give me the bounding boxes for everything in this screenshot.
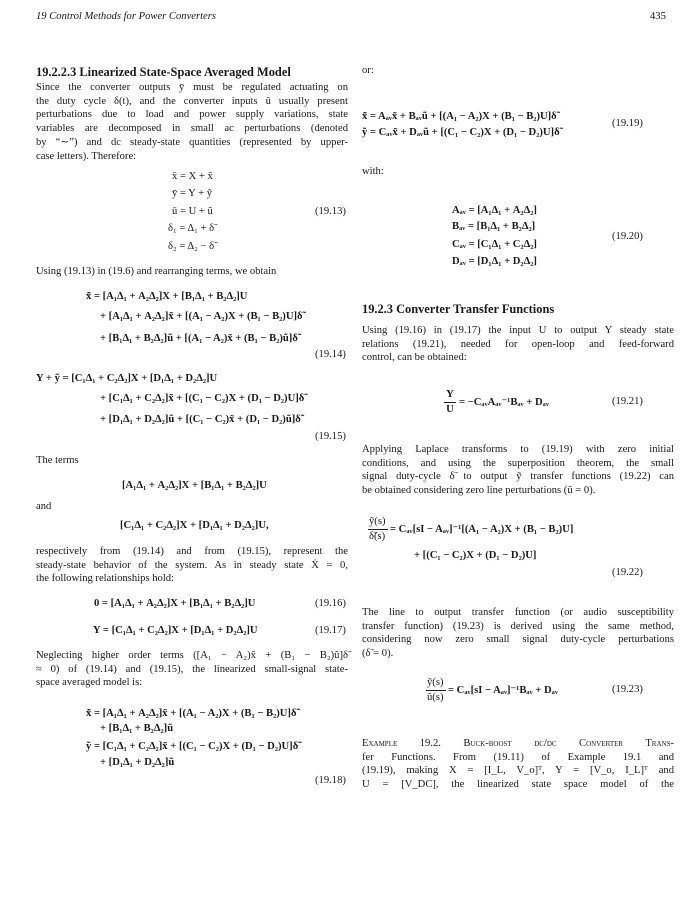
equation-line: δ₂ = Δ₂ − δ̃ <box>168 241 215 252</box>
equation-number: (19.17) <box>315 625 346 636</box>
equation-term: [C₁Δ₁ + C₂Δ₂]X + [D₁Δ₁ + D₂Δ₂]U, <box>120 520 269 531</box>
text-line: (19.19), making X = [I_L, V_o]ᵀ, Y = [V_o, I_L]ᵀ and <box>362 765 674 777</box>
text-line: ≈ 0) of (19.14) and (19.15), the linearized small-signal state- <box>36 663 348 675</box>
equation-number: (19.13) <box>315 206 346 217</box>
equation-line: x̃̇ = [A₁Δ₁ + A₂Δ₂]X + [B₁Δ₁ + B₂Δ₂]U <box>86 291 248 302</box>
intro-paragraph <box>36 81 348 163</box>
equation-line: + [(C₁ − C₂)X + (D₁ − D₂)U] <box>414 550 537 561</box>
equation-rhs: = −CₐᵥAₐᵥ⁻¹Bₐᵥ + Dₐᵥ <box>459 397 549 408</box>
text-line: by “∼”) and dc steady-state quantities (represented by upper- <box>36 136 348 148</box>
equation-line: + [D₁Δ₁ + D₂Δ₂]ũ <box>100 757 175 768</box>
text-line: relations (19.21), needed for open-loop and feed-forward <box>362 338 674 350</box>
text-line: The line to output transfer function (or audio susceptibility <box>362 607 674 618</box>
equation-line: + [A₁Δ₁ + A₂Δ₂]x̃ + [(A₁ − A₂)X + (B₁ − B₂)U]δ̃ <box>100 311 303 322</box>
equation-line: ū = U + ũ <box>172 206 213 217</box>
equation-number: (19.15) <box>315 431 346 442</box>
text-line: Since the converter outputs ȳ must be regulated actuating on <box>36 82 348 93</box>
fraction-numerator: ỹ(s) <box>427 677 444 688</box>
fraction-bar <box>368 529 388 530</box>
text-line: variables are decomposed in small ac perturbations (denoted <box>36 123 348 135</box>
applying-paragraph <box>362 443 674 498</box>
using-paragraph <box>362 324 674 365</box>
text-line: case letters). Therefore: <box>36 150 137 162</box>
fraction-numerator: ỹ(s) <box>369 516 386 527</box>
running-title: 19 Control Methods for Power Converters <box>36 11 216 22</box>
text-line: and <box>36 501 52 512</box>
text-line: space averaged model is: <box>36 677 143 689</box>
equation-number: (19.22) <box>612 567 643 578</box>
equation-line: ỹ = [C₁Δ₁ + C₂Δ₂]x̃ + [(C₁ − C₂)X + (D₁ − D₂)U]δ̃ <box>86 741 299 752</box>
text-line: Applying Laplace transforms to (19.19) with zero initial <box>362 444 674 455</box>
equation-number: (19.16) <box>315 598 346 609</box>
text-line: respectively from (19.14) and from (19.15), represent the <box>36 546 348 557</box>
equation-line: x̃̇ = [A₁Δ₁ + A₂Δ₂]x̃ + [(A₁ − A₂)X + (B₁ − B₂)U]δ̃ <box>86 708 297 719</box>
equation-line: x̃̇ = Aₐᵥx̃ + Bₐᵥũ + [(A₁ − A₂)X + (B₁ − B₂)U]δ̃ <box>362 111 557 122</box>
equation-term: [A₁Δ₁ + A₂Δ₂]X + [B₁Δ₁ + B₂Δ₂]U <box>122 480 267 491</box>
equation-number: (19.19) <box>612 118 643 129</box>
line-to-output-paragraph <box>362 606 674 661</box>
text-line: Using (19.16) in (19.17) the input U to output Y steady state <box>362 325 674 336</box>
example-heading-line: Example 19.2. Buck-boost dc/dc Converter Trans- <box>362 738 674 749</box>
section-title: 19.2.2.3 Linearized State-Space Averaged Model <box>36 65 291 79</box>
text-line: steady-state behavior of the system. As in steady state Ẋ = 0, <box>36 559 348 571</box>
text-line: considering now zero small signal duty-cycle perturbations <box>362 634 674 646</box>
equation-19-16: 0 = [A₁Δ₁ + A₂Δ₂]X + [B₁Δ₁ + B₂Δ₂]U <box>94 598 256 609</box>
equation-line: + [B₁Δ₁ + B₂Δ₂]ũ + [(A₁ − A₂)x̃ + (B₁ − B₂)ũ]δ̃ <box>100 333 298 344</box>
equation-line: + [B₁Δ₁ + B₂Δ₂]ũ <box>100 723 174 734</box>
fraction-denominator: δ̃(s) <box>369 531 386 542</box>
text-line: perturbations due to load and power supply variations, state <box>36 109 348 121</box>
equation-number: (19.23) <box>612 684 643 695</box>
equation-line: Aₐᵥ = [A₁Δ₁ + A₂Δ₂] <box>452 205 537 216</box>
equation-number: (19.14) <box>315 349 346 360</box>
equation-line: Y + ỹ = [C₁Δ₁ + C₂Δ₂]X + [D₁Δ₁ + D₂Δ₂]U <box>36 373 218 384</box>
page-number: 435 <box>650 11 666 22</box>
equation-rhs: = Cₐᵥ[sI − Aₐᵥ]⁻¹[(A₁ − A₂)X + (B₁ − B₂)U] <box>390 524 574 535</box>
equation-line: Bₐᵥ = [B₁Δ₁ + B₂Δ₂] <box>452 221 536 232</box>
respectively-paragraph <box>36 545 348 586</box>
text-line: the following relationships hold: <box>36 573 174 585</box>
text-line: U = [V_DC], the linearized state space model of the <box>362 779 674 791</box>
example-paragraph <box>362 737 674 792</box>
text-line: Using (19.13) in (19.6) and rearranging terms, we obtain <box>36 266 277 277</box>
equation-19-17: Y = [C₁Δ₁ + C₂Δ₂]X + [D₁Δ₁ + D₂Δ₂]U <box>93 625 258 636</box>
equation-line: x̄ = X + x̃ <box>172 171 213 182</box>
fraction-denominator: U <box>446 404 454 415</box>
text-line: The terms <box>36 455 79 466</box>
text-line: the duty cycle δ(t), and the converter inputs ū usually present <box>36 95 348 107</box>
equation-line: ỹ = Cₐᵥx̃ + Dₐᵥũ + [(C₁ − C₂)X + (D₁ − D₂)U]δ̃ <box>362 127 560 138</box>
text-line: or: <box>362 65 374 76</box>
text-line: (δ̃ = 0). <box>362 648 394 660</box>
equation-line: Dₐᵥ = [D₁Δ₁ + D₂Δ₂] <box>452 256 537 267</box>
fraction-bar <box>444 402 456 403</box>
text-line: signal duty-cycle δ̃ to output ỹ transfer functions (19.22) can <box>362 471 674 483</box>
equation-line: Cₐᵥ = [C₁Δ₁ + C₂Δ₂] <box>452 239 537 250</box>
text-line: conditions, and using the superposition theorem, the small <box>362 457 674 469</box>
fraction-denominator: ũ(s) <box>427 692 444 703</box>
equation-line: δ₁ = Δ₁ + δ̃ <box>168 223 215 234</box>
neglecting-paragraph <box>36 649 348 690</box>
text-line: fer Functions. From (19.11) of Example 19.1 and <box>362 751 674 763</box>
equation-rhs: = Cₐᵥ[sI − Aₐᵥ]⁻¹Bₐᵥ + Dₐᵥ <box>448 685 558 696</box>
equation-line: + [D₁Δ₁ + D₂Δ₂]ũ + [(C₁ − C₂)x̃ + (D₁ − D₂)ũ]δ̃ <box>100 414 301 425</box>
equation-line: + [C₁Δ₁ + C₂Δ₂]x̃ + [(C₁ − C₂)X + (D₁ − D₂)U]δ̃ <box>100 393 305 404</box>
equation-number: (19.20) <box>612 231 643 242</box>
fraction-numerator: Y <box>446 389 454 400</box>
text-line: Neglecting higher order terms ([A₁ − A₂)x̃ + (B₁ − B₂)ũ]δ̃ <box>36 650 348 661</box>
text-line: with: <box>362 166 384 177</box>
fraction-bar <box>426 690 446 691</box>
equation-number: (19.21) <box>612 396 643 407</box>
text-line: control, can be obtained: <box>362 352 467 364</box>
text-line: transfer function) (19.23) is derived using the same method, <box>362 620 674 632</box>
equation-line: ȳ = Y + ỹ <box>172 188 213 199</box>
section-title: 19.2.3 Converter Transfer Functions <box>362 302 555 316</box>
equation-number: (19.18) <box>315 775 346 786</box>
text-line: be obtained considering zero line perturbations (ũ = 0). <box>362 485 596 497</box>
